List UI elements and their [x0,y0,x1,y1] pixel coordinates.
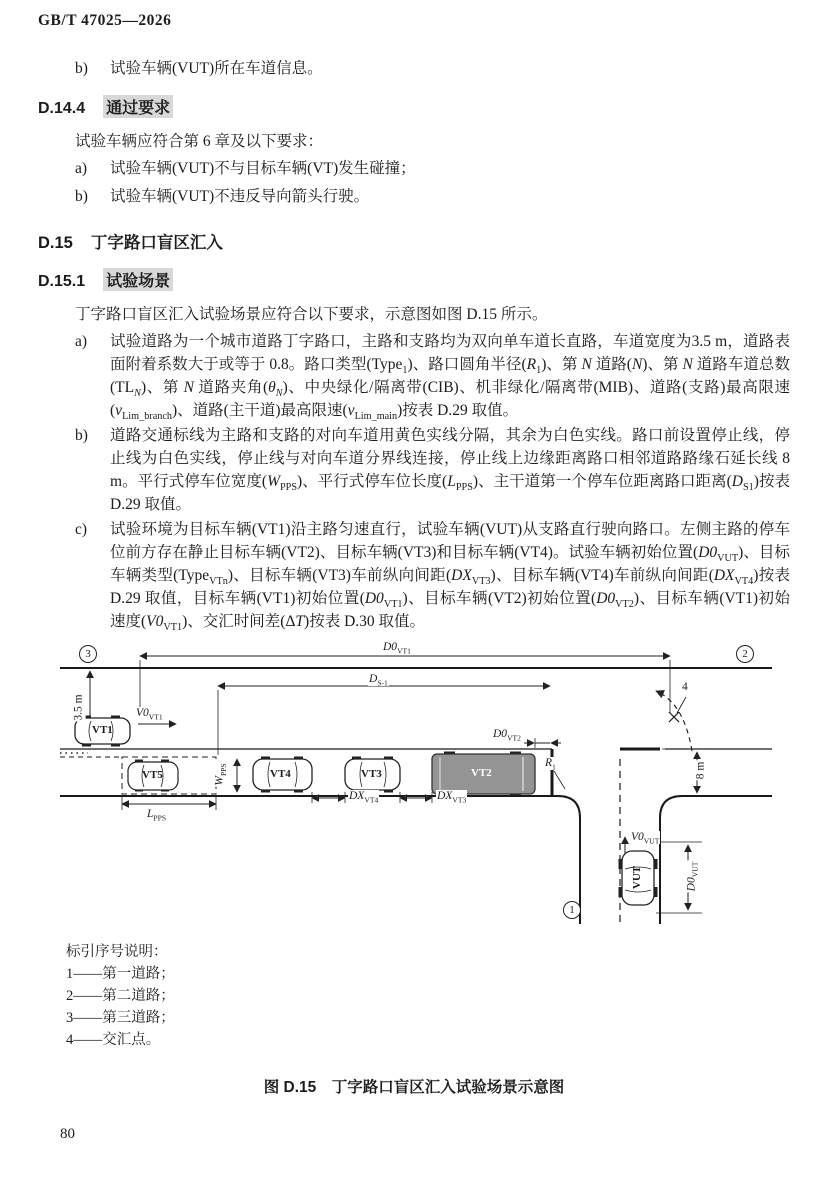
label-l-pps: $L_{PPS}$ [147,808,167,823]
label-w-pps: $W_{PPS}$ [213,763,228,786]
label-vut: VUT [631,865,644,890]
section-heading-d15-1 [38,268,790,291]
list-item [75,157,790,180]
legend-item: 2——第二道路； [66,988,175,1004]
list-marker: c) [75,521,88,538]
list-item [75,330,790,422]
label-vt5: VT5 [142,769,163,781]
list-marker: b) [75,427,88,444]
heading-number: D.15 [38,234,73,252]
list-item [75,518,790,633]
heading-title: 通过要求 [103,95,173,118]
list-text: 道路交通标线为主路和支路的对向车道用黄色实线分隔，其余为白色实线。路口前设置停止线，停止线为白色实线，停止线与对向车道分界线连接，停止线上边缘距离路口相邻道路路缘石延长线 8 m。平行式停车位宽度$(W_{PPS})$、平行式停车位长度$(L_{PPS})$、主干道第一个停车位距离路口距离$(D_{S1})$按表 D.29 取值。 [110,427,791,513]
list-item [75,424,790,516]
label-d0-vt2: $D0_{VT2}$ [493,728,521,743]
label-d0-vut: $D0_{VUT}$ [685,861,700,892]
road-1-badge: 1 [563,901,581,919]
label-8m: 8 m [694,761,707,780]
road-geometry [60,668,772,924]
heading-title: 试验场景 [103,268,173,291]
label-3-5m: 3.5 m [72,694,85,721]
list-marker: b) [75,60,88,77]
section-heading-d14-4 [38,95,790,118]
list-text: 试验环境为目标车辆(VT1)沿主路匀速直行，试验车辆(VUT)从支路直行驶向路口。左侧主路的停车位前方存在静止目标车辆(VT2)、目标车辆(VT3)和目标车辆(VT4)。试验车辆初始位置$(D0_{VUT})$、目标车辆类型(Type$_{VTn}$)、目标车辆(VT3)车前纵向间距$(DX_{VT3})$、目标车辆(VT4)车前纵向间距$(DX_{VT4})$按表 D.29 取值，目标车辆(VT1)初始位置$(D0_{VT1})$、目标车辆(VT2)初始位置$(D0_{VT2})$、目标车辆(VT1)初始速度$(V0_{VT1})$、交汇时间差(ΔT)按表 D.30 取值。 [110,521,791,634]
paragraph: 试验车辆应符合第 6 章及以下要求： [75,133,324,150]
label-d0-vt1: $D0_{VT1}$ [383,641,411,656]
heading-number: D.15.1 [38,273,86,290]
label-vt4: VT4 [270,768,291,780]
figure-svg [58,641,780,927]
list-text: 试验道路为一个城市道路丁字路口，主路和支路均为双向单车道长直路，车道宽度为3.5 m，道路表面附着系数大于或等于 0.8。路口类型(Type$_1$)、路口圆角半径$(R_1)$、第 N 道路(N)、第 N 道路车道总数$(TL_N)$、第 N 道路夹角$(\theta_N)$、中央绿化/隔离带(CIB)、机非绿化/隔离带(MIB)、道路(支路)最高限速$(v_{Lim\_branch})$、道路(主干道)最高限速$(v_{Lim\_main})$按表 D.29 取值。 [110,333,790,423]
label-vt2: VT2 [471,767,492,779]
label-r1: $R_1$ [545,757,556,772]
label-ds1: $D_{S-1}$ [369,673,388,688]
list-marker: a) [75,160,88,177]
figure-caption: 图 D.15 丁字路口盲区汇入试验场景示意图 [263,1079,565,1096]
label-dx-vt4: $DX_{VT4}$ [349,790,379,805]
merge-trajectory [656,691,692,751]
road-2-badge: 2 [736,645,754,663]
label-v0-vt1: $V0_{VT1}$ [136,707,163,722]
heading-title: 丁字路口盲区汇入 [90,234,223,252]
standard-number-header: GB/T 47025—2026 [38,12,172,29]
list-item [75,57,790,80]
heading-number: D.14.4 [38,100,86,117]
label-confluence-4: 4 [682,681,688,693]
label-v0-vut: $V0_{VUT}$ [631,831,660,846]
legend-item: 3——第三道路； [66,1010,175,1026]
section-heading-d15 [38,229,790,253]
list-text: 试验车辆(VUT)不违反导向箭头行驶。 [110,188,370,205]
list-text: 试验车辆(VUT)所在车道信息。 [110,60,323,77]
legend-item: 1——第一道路； [66,966,175,982]
road-3-badge: 3 [79,645,97,663]
list-text: 试验车辆(VUT)不与目标车辆(VT)发生碰撞； [110,160,416,177]
page-number: 80 [60,1126,75,1142]
figure-d15 [58,641,780,927]
paragraph: 丁字路口盲区汇入试验场景应符合以下要求，示意图如图 D.15 所示。 [75,306,548,323]
list-marker: b) [75,188,88,205]
label-dx-vt3: $DX_{VT3}$ [437,790,467,805]
list-marker: a) [75,333,88,350]
legend-title: 标引序号说明： [66,944,168,960]
label-vt1: VT1 [92,724,113,736]
legend-item: 4——交汇点。 [66,1032,161,1048]
dimension-lines [90,656,710,913]
figure-legend [66,941,790,1051]
list-item [75,185,790,208]
label-vt3: VT3 [361,768,382,780]
